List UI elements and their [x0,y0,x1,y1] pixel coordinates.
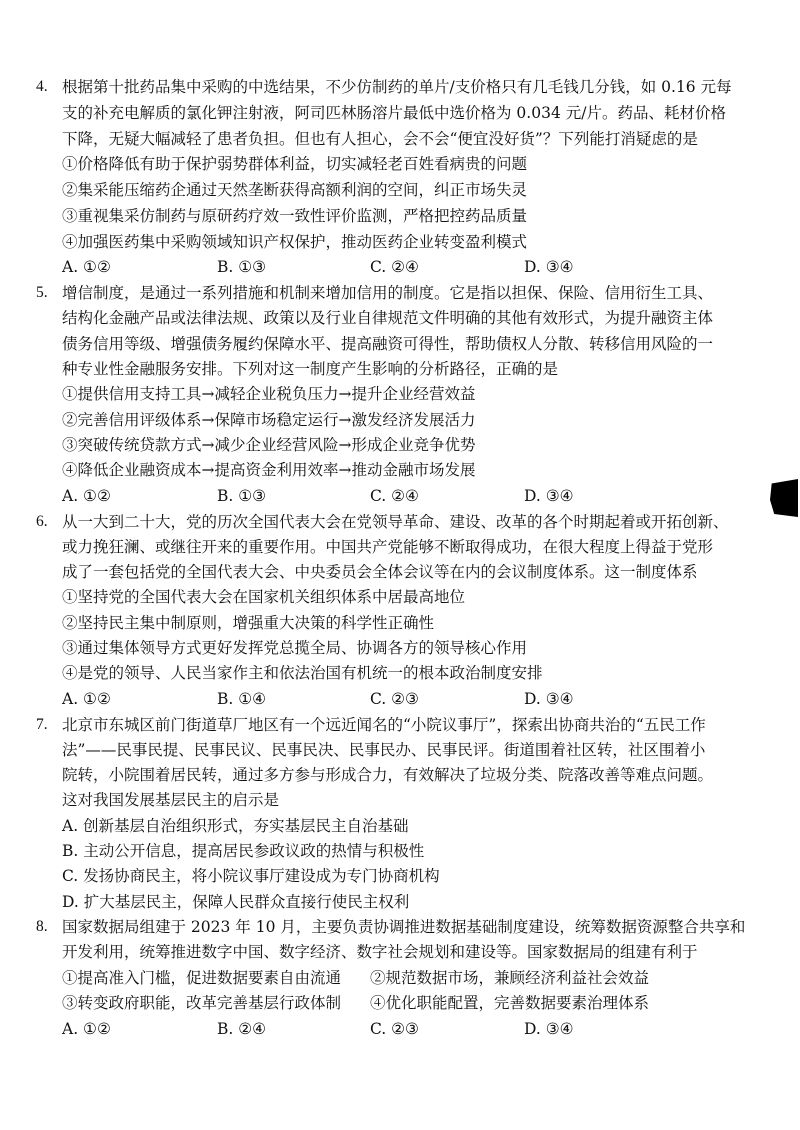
q4-statement-2: ②集采能压缩药企通过天然垄断获得高额利润的空间，纠正市场失灵 [62,181,528,199]
q8-option-b: B. ②④ [217,1020,267,1038]
q4-option-b: B. ①③ [217,258,267,276]
q8-statement-2: ②规范数据市场，兼顾经济利益社会效益 [370,969,650,987]
q6-number: 6. [36,513,48,530]
q4-stem-line-3: 下降，无疑大幅减轻了患者负担。但也有人担心，会不会“便宜没好货”？下列能打消疑虑的是 [62,130,698,148]
q7-stem-line-3: 院转，小院围着居民转，通过多方参与形成合力，有效解决了垃圾分类、院落改善等难点问题。 [62,766,714,784]
q8-option-d: D. ③④ [524,1020,574,1038]
q7-stem-line-2: 法”——民事民提、民事民议、民事民决、民事民办、民事民评。街道围着社区转，社区围着小 [62,741,706,759]
q4-statement-1: ①价格降低有助于保护弱势群体利益，切实减轻老百姓看病贵的问题 [62,155,528,173]
q5-option-a: A. ①② [62,487,111,505]
q4-stem-text-1: 根据第十批药品集中采购的中选结果，不少仿制药的单片/支价格只有几毛钱几分钱，如 0.16 元每 [62,78,732,96]
q4-statement-4: ④加强医药集中采购领域知识产权保护，推动医药企业转变盈利模式 [62,233,528,251]
q6-statement-1: ①坚持党的全国代表大会在国家机关组织体系中居最高地位 [62,588,466,606]
q7-choice-c: C. 发扬协商民主，将小院议事厅建设成为专门协商机构 [62,867,440,885]
q5-stem-line-3: 债务信用等级、增强债务履约保障水平、提高融资可得性，帮助债权人分散、转移信用风险的一 [62,335,714,353]
q8-number: 8. [36,918,48,935]
q5-statement-1: ①提供信用支持工具→减轻企业税负压力→提升企业经营效益 [62,385,476,403]
q5-statement-2: ②完善信用评级体系→保障市场稳定运行→激发经济发展活力 [62,411,476,429]
scan-marker [770,479,798,517]
q8-stem-line-1 [36,916,746,938]
q5-number: 5. [36,284,48,301]
q4-option-a: A. ①② [62,258,111,276]
q7-number: 7. [36,716,48,733]
q5-stem-line-1 [36,282,714,304]
q8-stem-text-1: 国家数据局组建于 2023 年 10 月，主要负责协调推进数据基础制度建设，统筹数据资源整合共享和 [62,918,746,936]
q5-stem-line-2: 结构化金融产品或法律法规、政策以及行业自律规范文件明确的其他有效形式，为提升融资主体 [62,309,714,327]
q7-stem-line-1 [36,714,706,736]
q6-stem-line-2: 或力挽狂澜、或继往开来的重要作用。中国共产党能够不断取得成功，在很大程度上得益于党形 [62,538,714,556]
q6-stem-line-1 [36,511,729,533]
q4-statement-3: ③重视集采仿制药与原研药疗效一致性评价监测，严格把控药品质量 [62,207,528,225]
q8-statement-1: ①提高准入门槛，促进数据要素自由流通 [62,969,342,987]
q7-choice-b: B. 主动公开信息，提高居民参政议政的热情与积极性 [62,842,425,860]
q6-stem-line-3: 成了一套包括党的全国代表大会、中央委员会全体会议等在内的会议制度体系。这一制度体系 [62,563,698,581]
q6-statement-3: ③通过集体领导方式更好发挥党总揽全局、协调各方的领导核心作用 [62,639,528,657]
q7-stem-text-1: 北京市东城区前门街道草厂地区有一个远近闻名的“小院议事厅”，探索出协商共治的“五民工作 [62,716,706,734]
q6-option-b: B. ①④ [217,690,267,708]
q5-option-b: B. ①③ [217,487,267,505]
q5-stem-text-1: 增信制度，是通过一系列措施和机制来增加信用的制度。它是指以担保、保险、信用衍生工具、 [62,284,714,302]
q5-stem-line-4: 种专业性金融服务安排。下列对这一制度产生影响的分析路径，正确的是 [62,360,559,378]
q6-option-c: C. ②③ [370,690,419,708]
q5-option-d: D. ③④ [524,487,574,505]
q6-statement-2: ②坚持民主集中制原则，增强重大决策的科学性正确性 [62,614,435,632]
q8-stem-line-2: 开发利用，统筹推进数字中国、数字经济、数字社会规划和建设等。国家数据局的组建有利于 [62,943,698,961]
q4-stem-line-1 [36,76,732,98]
q8-statement-3: ③转变政府职能，改革完善基层行政体制 [62,994,342,1012]
q7-stem-line-4: 这对我国发展基层民主的启示是 [62,791,280,809]
q6-option-a: A. ①② [62,690,111,708]
q4-stem-line-2: 支的补充电解质的氯化钾注射液，阿司匹林肠溶片最低中选价格为 0.034 元/片。药品、耗材价格 [62,104,726,122]
q7-choice-a: A. 创新基层自治组织形式，夯实基层民主自治基础 [62,817,409,835]
q6-option-d: D. ③④ [524,690,574,708]
q8-option-a: A. ①② [62,1020,111,1038]
q5-statement-4: ④降低企业融资成本→提高资金利用效率→推动金融市场发展 [62,461,476,479]
q8-statement-4: ④优化职能配置，完善数据要素治理体系 [370,994,650,1012]
q5-option-c: C. ②④ [370,487,419,505]
q4-number: 4. [36,78,48,95]
q4-option-c: C. ②④ [370,258,419,276]
q4-option-d: D. ③④ [524,258,574,276]
q8-option-c: C. ②③ [370,1020,419,1038]
q7-choice-d: D. 扩大基层民主，保障人民群众直接行使民主权利 [62,893,410,911]
q5-statement-3: ③突破传统贷款方式→减少企业经营风险→形成企业竞争优势 [62,436,476,454]
q6-statement-4: ④是党的领导、人民当家作主和依法治国有机统一的根本政治制度安排 [62,664,543,682]
q6-stem-text-1: 从一大到二十大，党的历次全国代表大会在党领导革命、建设、改革的各个时期起着或开拓创新、 [62,513,729,531]
